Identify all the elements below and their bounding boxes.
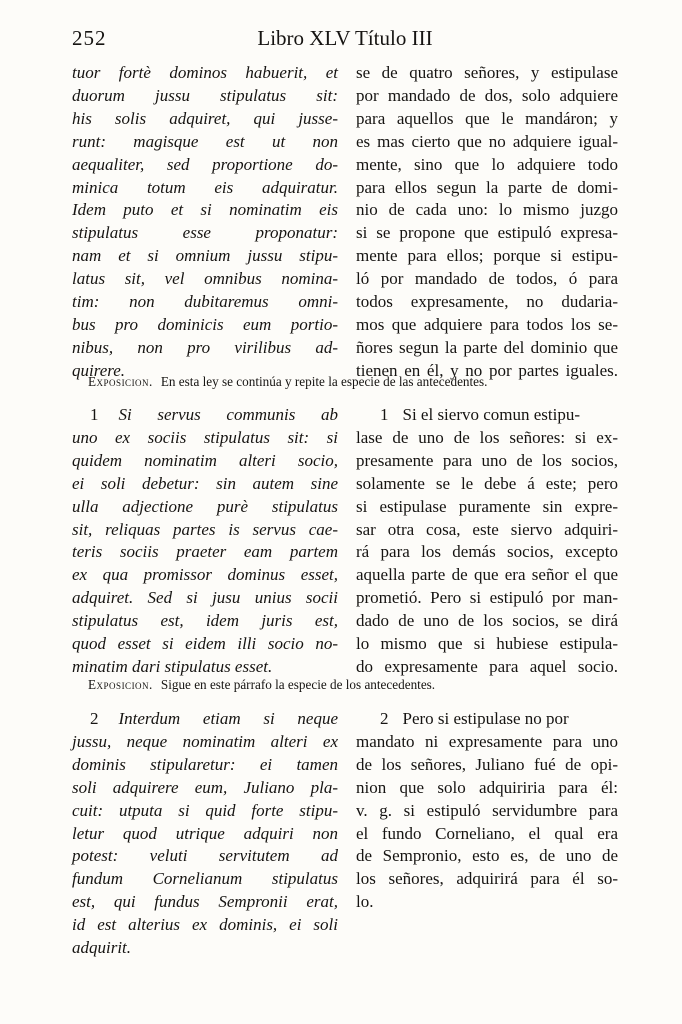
spanish-line: mente, sino que lo adquiere todo [356,154,618,174]
exposicion-note [88,677,628,693]
latin-line: 2 Interdum etiam si neque [90,709,338,728]
latin-line: id est alterius ex dominis, ei soli [72,915,338,935]
spanish-line: nio de cada uno: lo mismo juzgo [356,200,618,220]
latin-line: latus sit, vel omnibus nomina- [72,269,338,289]
latin-line: stipulatus est, idem juris est, [72,611,338,631]
latin-line: minica totum eis adquiratur. [72,177,338,197]
spanish-line: solamente se le debe á este; pero [356,473,618,493]
spanish-line: es mas cierto que no adquiere igual- [356,131,618,151]
latin-line: his solis adquiret, qui jusse- [72,108,338,128]
latin-line: aequaliter, sed proportione do- [72,154,338,174]
paragraph-number: 2 [90,709,99,728]
latin-line: est, qui fundus Sempronii erat, [72,892,338,912]
spanish-line: lo mismo que si hubiese estipula- [356,634,618,654]
latin-line: Idem puto et si nominatim eis [72,200,338,220]
latin-line: tuor fortè dominos habuerit, et [72,63,338,82]
latin-line: letur quod utrique adquiri non [72,823,338,843]
spanish-line: si se propone que estipuló expresa- [356,223,618,243]
latin-line: 1 Si servus communis ab [90,405,338,424]
exposicion-text: Sigue en este párrafo la especie de los antecedentes. [160,677,436,692]
spanish-line: el fundo Corneliano, el qual era [356,823,618,843]
running-title: Libro XLV Título III [257,26,433,50]
spanish-line: nion que solo adquiriria para él: [356,777,618,797]
spanish-line: tienen en él, y no por partes iguales. [356,360,618,380]
latin-line: cuit: utputa si quid forte stipu- [72,800,338,820]
latin-line: ei soli debetur: sin autem sine [72,473,338,493]
spanish-line: presamente para uno de los socios, [356,450,618,470]
spanish-line: de Sempronio, esto es, de uno de [356,846,618,866]
spanish-column [356,404,618,679]
latin-line: potest: veluti servitutem ad [72,846,338,866]
latin-line: bus pro dominicis eum portio- [72,314,338,334]
latin-line: quirere. [72,360,126,380]
spanish-line: todos expresamente, no dudaria- [356,292,618,312]
exposicion-label: Exposicion. [88,374,153,389]
section-paragraph-2 [72,708,618,968]
latin-line: quidem nominatim alteri socio, [72,450,338,470]
spanish-line: dado de uno de los socios, se dirá [356,611,618,631]
spanish-line: para aquellos que le mandáron; y [356,108,618,128]
paragraph-number: 1 [90,405,99,424]
spanish-line: ló por mandado de todos, ó para [356,269,618,289]
paragraph-number: 1 [380,405,389,424]
latin-line: adquiret. Sed si jusu unius socii [72,588,338,608]
spanish-line: v. g. si estipuló servidumbre para [356,800,618,820]
spanish-line: mente para ellos; porque si estipu- [356,246,618,266]
section-continuation [72,62,618,387]
latin-line: adquirit. [72,938,132,958]
spanish-line: si estipulase puramente sin expre- [356,496,618,516]
section-paragraph-1 [72,404,618,684]
spanish-line: los señores, adquirirá para él so- [356,869,618,889]
exposicion-label: Exposicion. [88,677,153,692]
latin-column [72,708,338,960]
spanish-line: mos que adquiere para todos los se- [356,314,618,334]
latin-line: duorum jussu stipulatus sit: [72,85,338,105]
latin-line: runt: magisque est ut non [72,131,338,151]
spanish-column [356,62,618,383]
spanish-line: rá para los demás socios, excepto [356,542,618,562]
latin-line: fundum Cornelianum stipulatus [72,869,338,889]
latin-line: stipulatus esse proponatur: [72,223,338,243]
spanish-column [356,708,618,914]
latin-line: jussu, neque nominatim alteri ex [72,731,338,751]
latin-line: ulla adjectione purè stipulatus [72,496,338,516]
spanish-line: para ellos segun la parte de domi- [356,177,618,197]
spanish-line: aquella parte de que era señor el que [356,565,618,585]
spanish-line: lo. [356,892,374,912]
spanish-line: do expresamente para aquel socio. [356,656,618,676]
page-number: 252 [72,26,107,50]
spanish-line: lase de uno de los señores: si ex- [356,427,618,447]
exposicion-note [88,374,628,390]
latin-line: quod esset si eidem illi socio no- [72,634,338,654]
spanish-line: mandato ni expresamente para uno [356,731,618,751]
spanish-line: se de quatro señores, y estipulase [356,63,618,82]
spanish-line: 2 Pero si estipulase no por [380,709,569,728]
latin-line: minatim dari stipulatus esset. [72,656,273,676]
latin-line: teris sociis praeter eam partem [72,542,338,562]
latin-line: dominis stipularetur: ei tamen [72,754,338,774]
spanish-line: por mandado de dos, solo adquiere [356,85,618,105]
paragraph-number: 2 [380,709,389,728]
latin-line: sit, reliquas partes is servus cae- [72,519,338,539]
latin-line: nam et si omnium jussu stipu- [72,246,338,266]
spanish-line: sar otra cosa, este siervo adquiri- [356,519,618,539]
spanish-line: ñores segun la parte del dominio que [356,337,618,357]
latin-line: tim: non dubitaremus omni- [72,292,338,312]
spanish-line: 1 Si el siervo comun estipu- [380,405,581,424]
page-header [72,24,618,56]
latin-line: soli adquirere eum, Juliano pla- [72,777,338,797]
latin-column [72,62,338,383]
latin-line: uno ex sociis stipulatus sit: si [72,427,338,447]
latin-line: ex qua promissor dominus esset, [72,565,338,585]
spanish-line: de los señores, Juliano fué de opi- [356,754,618,774]
exposicion-text: En esta ley se continúa y repite la especie de las antecedentes. [160,374,488,389]
latin-column [72,404,338,679]
spanish-line: prometió. Pero si estipuló por man- [356,588,618,608]
latin-line: nibus, non pro virilibus ad- [72,337,338,357]
